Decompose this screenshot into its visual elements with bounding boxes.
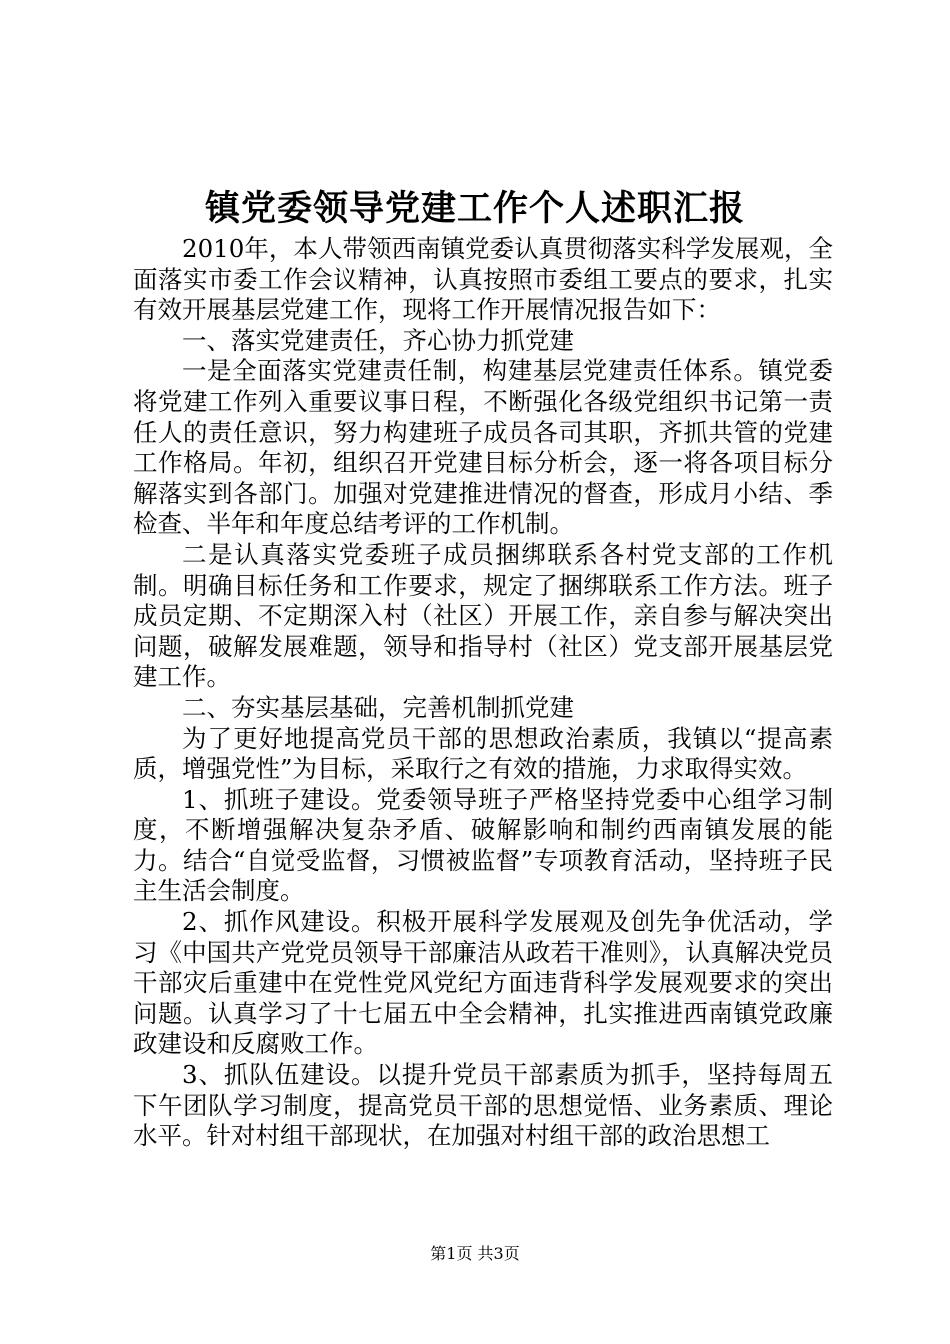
paragraph-leadership: 1、抓班子建设。党委领导班子严格坚持党委中心组学习制度，不断增强解决复杂矛盾、破解影响和制约西南镇发展的能力。结合“自觉受监督，习惯被监督”专项教育活动，坚持班子民主生活会制度。: [133, 784, 833, 906]
section-heading-1: 一、落实党建责任，齐心协力抓党建: [182, 325, 574, 355]
paragraph-goal: 为了更好地提高党员干部的思想政治素质，我镇以“提高素质，增强党性”为目标，采取行之有效的措施，力求取得实效。: [133, 723, 833, 784]
paragraph-intro: 2010年，本人带领西南镇党委认真贯彻落实科学发展观，全面落实市委工作会议精神，认真按照市委组工要点的要求，扎实有效开展基层党建工作，现将工作开展情况报告如下：: [133, 234, 833, 325]
page-number-footer: 第1页 共3页: [430, 1244, 520, 1263]
paragraph-style: 2、抓作风建设。积极开展科学发展观及创先争优活动，学习《中国共产党党员领导干部廉洁从政若干准则》，认真解决党员干部灾后重建中在党性党风党纪方面违背科学发展观要求的突出问题。认真学习了十七届五中全会精神，扎实推进西南镇党政廉政建设和反腐败工作。: [133, 907, 833, 1059]
document-body: [133, 234, 833, 1152]
paragraph-mechanism: 二是认真落实党委班子成员捆绑联系各村党支部的工作机制。明确目标任务和工作要求，规定了捆绑联系工作方法。班子成员定期、不定期深入村（社区）开展工作，亲自参与解决突出问题，破解发展难题，领导和指导村（社区）党支部开展基层党建工作。: [133, 539, 833, 692]
document-title: 镇党委领导党建工作个人述职汇报: [204, 188, 745, 229]
paragraph-team: 3、抓队伍建设。以提升党员干部素质为抓手，坚持每周五下午团队学习制度，提高党员干部的思想觉悟、业务素质、理论水平。针对村组干部现状，在加强对村组干部的政治思想工: [133, 1060, 833, 1151]
section-heading-2: 二、夯实基层基础，完善机制抓党建: [182, 692, 574, 722]
paragraph-responsibility: 一是全面落实党建责任制，构建基层党建责任体系。镇党委将党建工作列入重要议事日程，不断强化各级党组织书记第一责任人的责任意识，努力构建班子成员各司其职，齐抓共管的党建工作格局。年初，组织召开党建目标分析会，逐一将各项目标分解落实到各部门。加强对党建推进情况的督查，形成月小结、季检查、半年和年度总结考评的工作机制。: [133, 356, 833, 539]
